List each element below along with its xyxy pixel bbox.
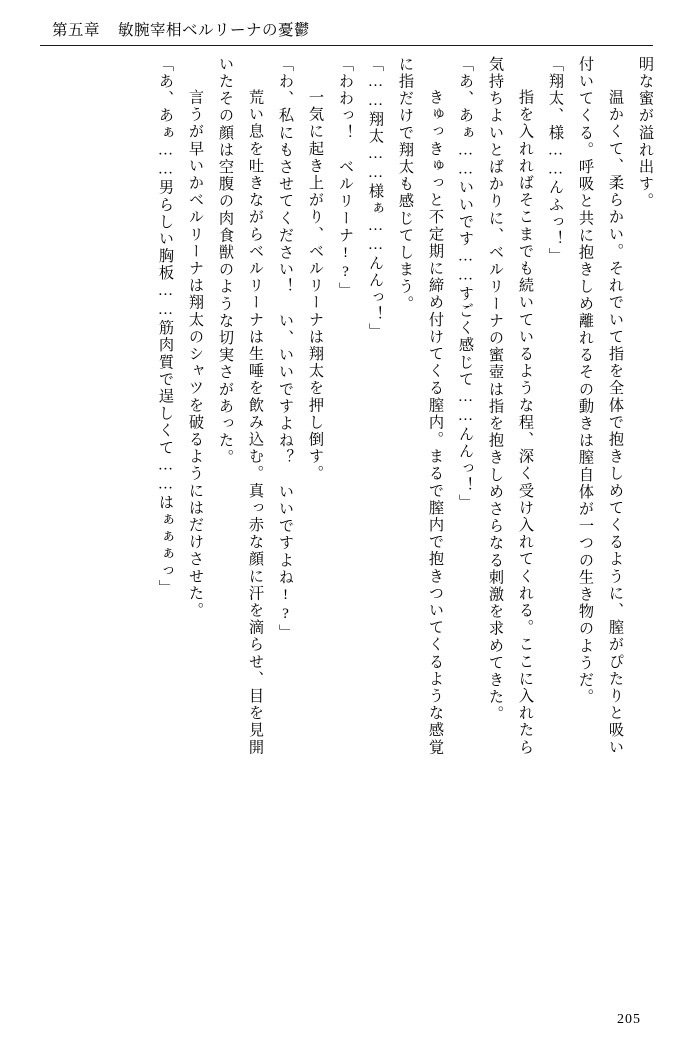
chapter-number: 第五章 — [52, 22, 101, 39]
text-column: 「わ、私にもさせてください！ い、いいですよね？ いいですよね!?」 — [277, 56, 294, 641]
chapter-title: 敏腕宰相ベルリーナの憂鬱 — [118, 22, 311, 39]
header-divider — [40, 45, 653, 46]
text-column: 一気に起き上がり、ベルリーナは翔太を押し倒す。 — [307, 72, 324, 483]
text-column: 言うが早いかベルリーナは翔太のシャツを破るようにはだけさせた。 — [187, 72, 204, 620]
text-column: 「……翔太……様ぁ……んんっ！」 — [367, 56, 384, 341]
text-column: きゅっきゅっと不定期に締め付けてくる膣内。まるで膣内で抱きついてくるような感覚 — [427, 72, 444, 756]
text-column: 「翔太、様……んふっ！」 — [547, 56, 564, 265]
text-column: いたその顔は空腹の肉食獣のような切実さがあった。 — [217, 56, 234, 467]
text-column: 温かくて、柔らかい。それでいて指を全体で抱きしめてくるように、膣がぴたりと吸い — [607, 72, 624, 756]
text-column: 付いてくる。呼吸と共に抱きしめ離れるその動きは膣自体が一つの生き物のようだ。 — [577, 56, 594, 706]
body-text — [40, 56, 653, 986]
text-column: 荒い息を吐きながらベルリーナは生唾を飲み込む。真っ赤な顔に汗を滴らせ、目を見開 — [247, 72, 264, 756]
running-head — [52, 18, 641, 48]
text-column: 「わわっ！ ベルリーナ!?」 — [337, 56, 354, 299]
text-column: 気持ちよいとばかりに、ベルリーナの蜜壺は指を抱きしめさらなる刺激を求めてきた。 — [487, 56, 504, 723]
text-column: に指だけで翔太も感じてしまう。 — [397, 56, 414, 313]
text-column: 「あ、あぁ……男らしい胸板……筋肉質で逞しくて……はぁぁぁっ」 — [157, 56, 174, 597]
text-column: 「あ、あぁ……いいです……すごく感じて……んんっ！」 — [457, 56, 474, 512]
text-column: 指を入れればそこまでも続いているような程、深く受け入れてくれる。ここに入れたら — [517, 72, 534, 756]
text-column: 明な蜜が溢れ出す。 — [637, 56, 654, 210]
page-number: 205 — [617, 1012, 641, 1027]
